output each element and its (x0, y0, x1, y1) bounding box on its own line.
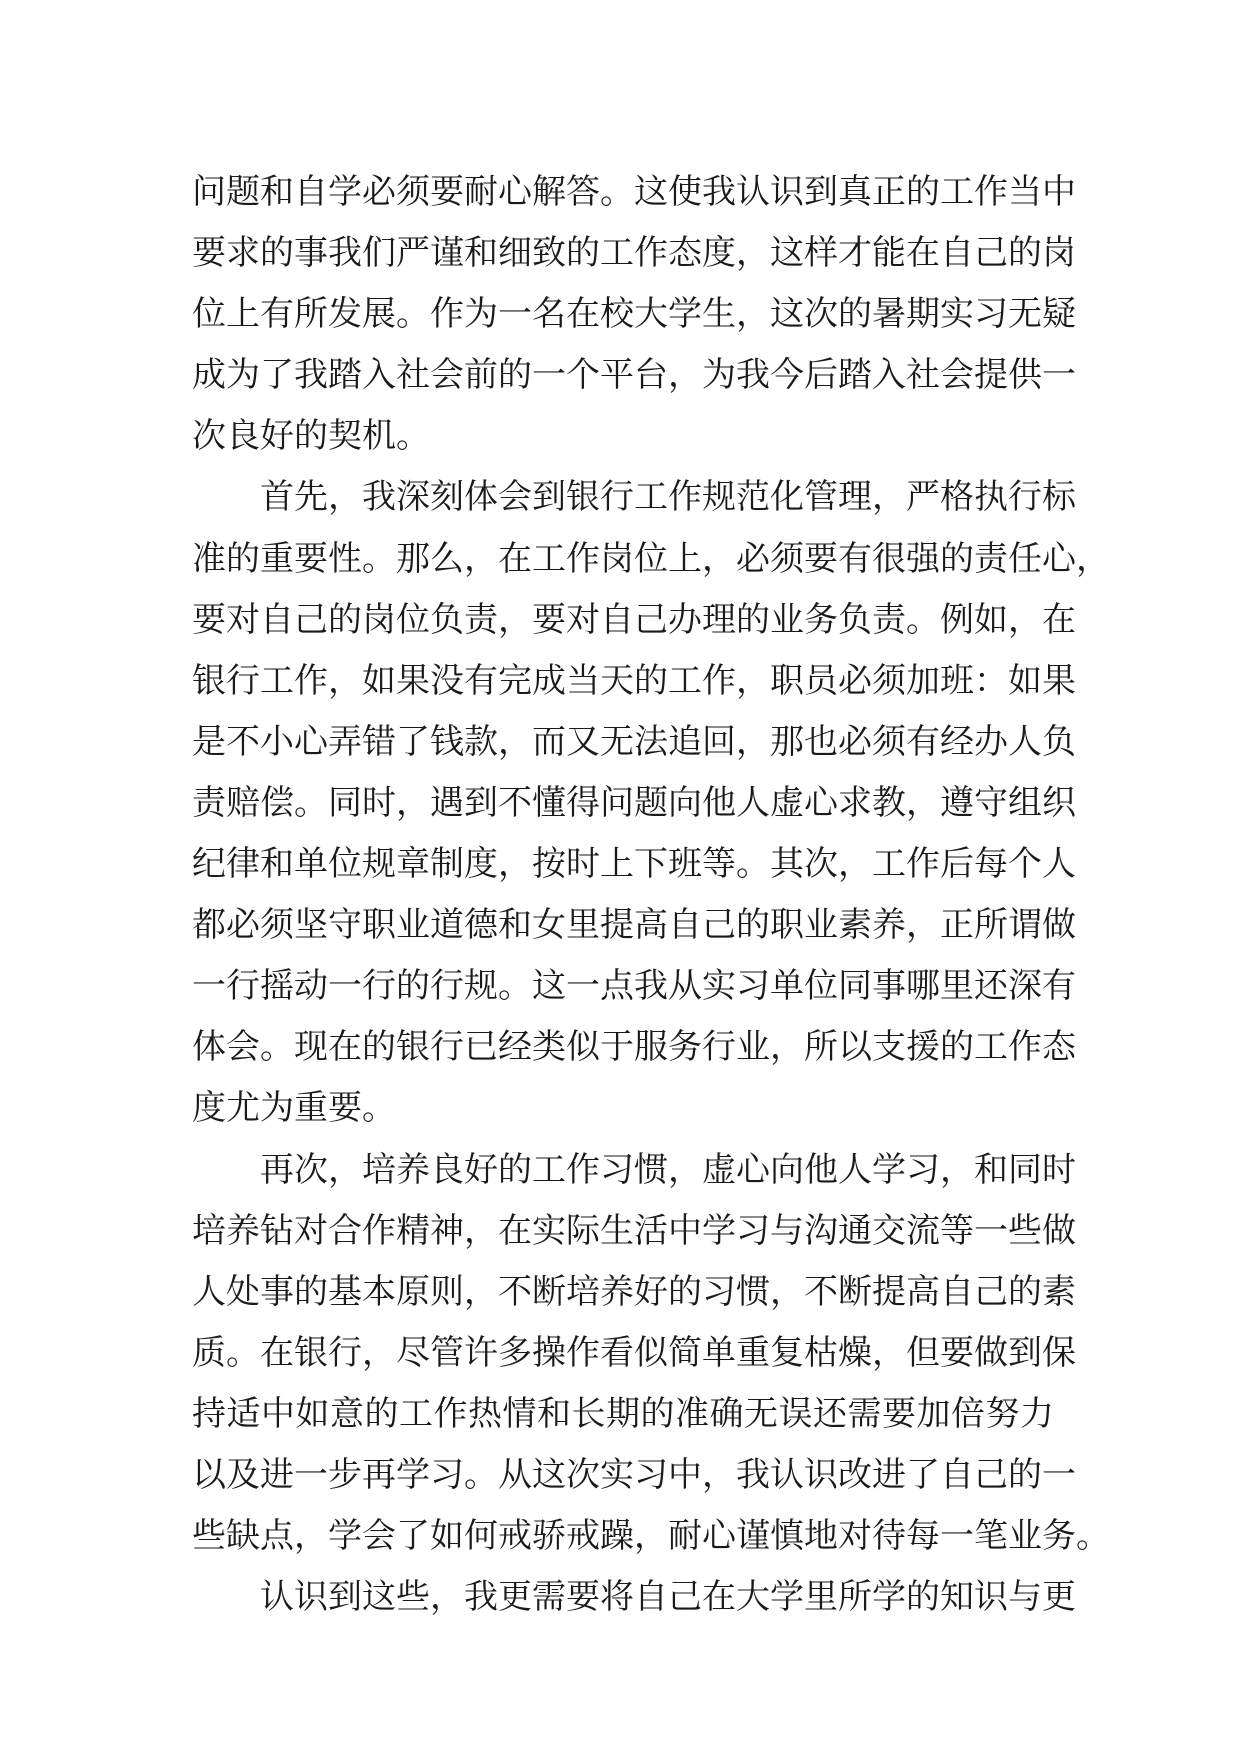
text-line: 要对自己的岗位负责，要对自己办理的业务负责。例如，在 (192, 599, 1076, 640)
text-line: 体会。现在的银行已经类似于服务行业，所以支援的工作态 (192, 1027, 1076, 1068)
paragraph-4 (192, 1567, 1076, 1628)
text-line: 人处事的基本原则，不断培养好的习惯，不断提高自己的素 (192, 1271, 1076, 1312)
text-line: 要求的事我们严谨和细致的工作态度，这样才能在自己的岗 (192, 233, 1076, 274)
text-line: 一行摇动一行的行规。这一点我从实习单位同事哪里还深有 (192, 966, 1076, 1007)
text-line: 以及进一步再学习。从这次实习中，我认识改进了自己的一 (192, 1454, 1076, 1495)
text-line: 持适中如意的工作热情和长期的准确无误还需要加倍努力 (192, 1393, 1054, 1434)
text-line: 培养钻对合作精神，在实际生活中学习与沟通交流等一些做 (192, 1210, 1076, 1251)
text-line: 认识到这些，我更需要将自己在大学里所学的知识与更 (192, 1577, 1076, 1618)
text-line: 准的重要性。那么，在工作岗位上，必须要有很强的责任心， (192, 538, 1110, 579)
text-line: 次良好的契机。 (192, 416, 430, 457)
text-line: 首先，我深刻体会到银行工作规范化管理，严格执行标 (192, 477, 1076, 518)
text-line: 成为了我踏入社会前的一个平台，为我今后踏入社会提供一 (192, 355, 1076, 396)
text-line: 责赔偿。同时，遇到不懂得问题向他人虚心求教，遵守组织 (192, 782, 1076, 823)
text-line: 银行工作，如果没有完成当天的工作，职员必须加班：如果 (192, 660, 1076, 701)
text-line: 问题和自学必须要耐心解答。这使我认识到真正的工作当中 (192, 172, 1076, 212)
text-line: 纪律和单位规章制度，按时上下班等。其次，工作后每个人 (192, 844, 1076, 885)
paragraph-3 (192, 1140, 1110, 1568)
text-line: 再次，培养良好的工作习惯，虚心向他人学习，和同时 (192, 1149, 1076, 1190)
document-body (192, 162, 1110, 1628)
text-line: 都必须坚守职业道德和女里提高自己的职业素养，正所谓做 (192, 905, 1076, 946)
text-line: 质。在银行，尽管许多操作看似简单重复枯燥，但要做到保 (192, 1332, 1076, 1373)
paragraph-2 (192, 467, 1110, 1139)
text-line: 是不小心弄错了钱款，而又无法追回，那也必须有经办人负 (192, 721, 1076, 762)
text-line: 些缺点，学会了如何戒骄戒躁，耐心谨慎地对待每一笔业务。 (192, 1516, 1110, 1557)
text-line: 位上有所发展。作为一名在校大学生，这次的暑期实习无疑 (192, 294, 1076, 335)
paragraph-1 (192, 162, 1076, 467)
text-line: 度尤为重要。 (192, 1088, 396, 1129)
